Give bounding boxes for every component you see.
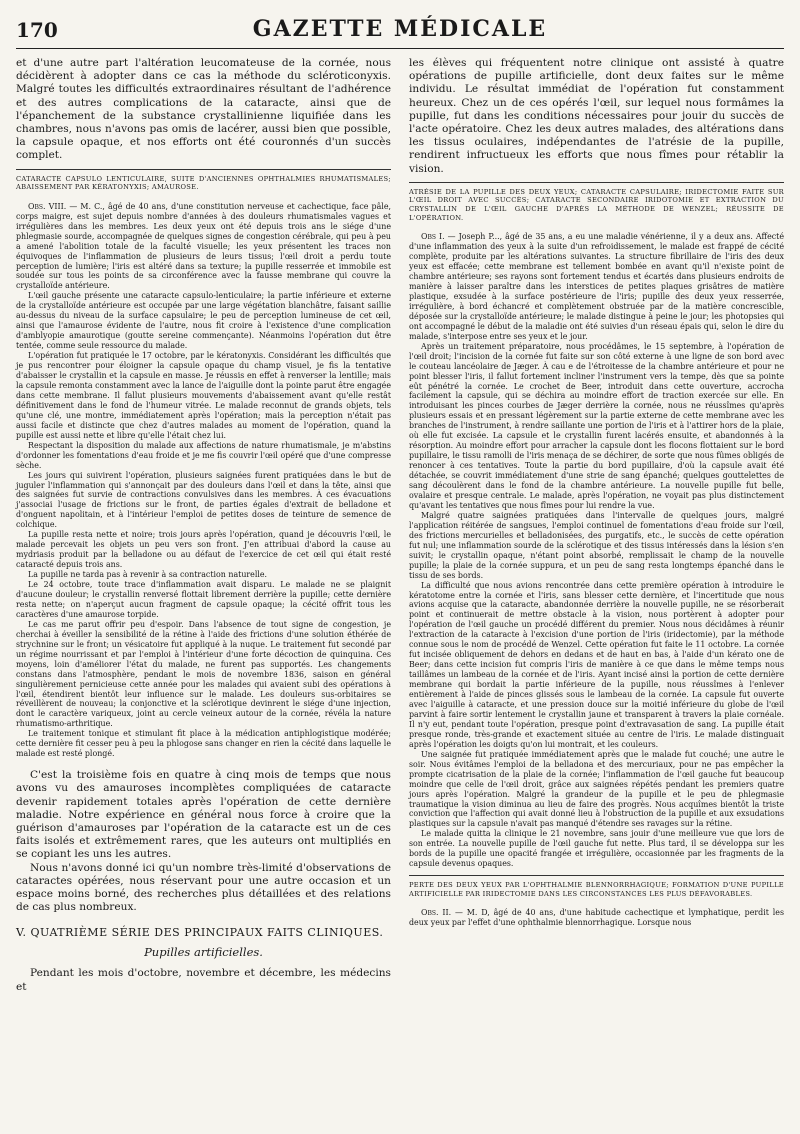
left-paragraph: La pupille resta nette et noire; trois jours après l'opération, quand je découvris l'œil, le malade percevait les objets un peu vers son front. J'en attribuai d'abord la cause au mydriasis produit par la belladone ou au défaut de l'exercice de cet œil qui était resté cataracté depuis trois ans. <box>16 530 391 570</box>
observation-2-paragraph <box>409 908 784 928</box>
left-paragraph: Le cas me parut offrir peu d'espoir. Dans l'absence de tout signe de congestion, je cherchai à éveiller la sensibilité de la rétine à l'aide des frictions d'une solution éthérée de strychnine sur le front; un vésicatoire fut appliqué à la nuque. Le traitement fut secondé par un régime nourrissant et par l'emploi à l'intérieur d'une forte décoction de quinquina. Ces moyens, loin d'améliorer l'état du malade, ne furent pas supportés. Les changements constans dans l'atmosphère, pendant le mois de novembre 1836, saison en général singulièrement pernicieuse cette année pour les malades qui avaient subi des opérations à l'œil, étendirent bientôt leur influence sur le malade. Les douleurs sus-orbitaires se réveillèrent de nouveau; la conjonctive et la sclérotique devinrent le siége d'une injection, dont le caractère variqueux, joint au cercle veineux autour de la cornée, révéla la nature rhumatismo-arthritique. <box>16 619 391 729</box>
observation-8-paragraph <box>16 202 391 292</box>
right-paragraph: Une saignée fut pratiquée immédiatement après que le malade fut couché; une autre le soir. Nous évitâmes l'emploi de la belladona et des mercuriaux, pour ne pas empêcher la prompte cicatrisation de la plaie de la cornée; l'inflammation de l'œil gauche fut beaucoup moindre que celle de l'œil droit, grâce aux saignées répétés pendant les premiers quatre jours après l'opération. Malgré la grandeur de la pupille et le peu de phlegmasie traumatique la vision diminua au lieu de faire des progrès. Nous acquîmes bientôt la triste conviction que l'affection qui avait donné lieu à l'obstruction de la pupille et aux exsudations plastiques sur la capsule n'avait pas manqué d'étendre ses ravages sur la rétine. <box>409 749 784 829</box>
left-intro-paragraph: et d'une autre part l'altération leucomateuse de la cornée, nous décidèrent à adopter dans ce cas la méthode du scléroticonyxis. Malgré toutes les difficultés extraordinaires résultant de l'adhérence et des autres complications de la cataracte, ainsi que de l'épanchement de la substance crystallinienne liquifiée dans les chambres, nous n'avons pas omis de lacérer, aussi bien que possible, la capsule opaque, et nos efforts ont été couronnés d'un succès complet. <box>16 57 391 162</box>
right-case-caption-2: PERTE DES DEUX YEUX PAR L'OPHTHALMIE BLENNORRHAGIQUE; FORMATION D'UNE PUPILLE ARTIFICIELLE PAR IRIDECTOMIE DANS LES CIRCONSTANCES LES PLUS DÉFAVORABLES. <box>409 875 784 903</box>
left-paragraph: L'opération fut pratiquée le 17 octobre, par le kératonyxis. Considérant les difficultés que je pus rencontrer pour éloigner la capsule opaque du champ visuel, je fis la tentative d'abaisser le crystallin et la capsule en masse. Je réussis en effet à renverser la lentille; mais la capsule remonta constamment avec la lance de l'aiguille dont la pointe parut être engagée dans cette membrane. Il fallut plusieurs mouvements d'abaissement avant qu'elle restât définitivement dans le fond de l'humeur vitrée. Le malade reconnut de grands objets, tels qu'une clé, une montre, immédiatement après l'opération; mais la perception n'était pas aussi facile et distincte que chez d'autres malades au moment de l'opération, quand la pupille est aussi nette et libre qu'elle l'était chez lui. <box>16 351 391 440</box>
observation-2-text: — M. D, âgé de 40 ans, d'une habitude cachectique et lymphatique, perdit les deux yeux par l'effet d'une ophthalmie blennorrhagique. Lorsque nous <box>409 908 784 928</box>
left-paragraph: Le traitement tonique et stimulant fit place à la médication antiphlogistique modérée; cette dernière fit cesser peu à peu la phlogose sans changer en rien la cécité dans laquelle le malade est resté plongé. <box>16 729 391 759</box>
right-column <box>409 57 784 994</box>
observation-1-label: Obs I. <box>421 232 445 242</box>
section-subtitle: Pupilles artificielles. <box>144 945 263 960</box>
right-paragraph: Le malade quitta la clinique le 21 novembre, sans jouir d'une meilleure vue que lors de son entrée. La nouvelle pupille de l'œil gauche fut nette. Plus tard, il se développa sur les bords de la pupille une opacité frangée et irrégulière, occasionnée par les fragments de la capsule devenus opaques. <box>409 829 784 869</box>
left-closing-paragraph: Pendant les mois d'octobre, novembre et décembre, les médecins et <box>16 967 391 993</box>
observation-2-label: Obs. II. <box>421 908 452 918</box>
page-header <box>16 14 784 49</box>
observation-8-text: — M. C., âgé de 40 ans, d'une constitution nerveuse et cachectique, face pâle, corps maigre, est sujet depuis nombre d'années à des douleurs rhumatismales vagues et irrégulières dans les membres. Les deux yeux ont été depuis trois ans le siége d'une phlegmasie sourde, accompagnée de quelques signes de congestion cérébrale, qui peu à peu a amené l'abolition totale de la faculté visuelle; les yeux présentent les traces non équivoques de l'inflammation de plusieurs de leurs tissus; l'œil droit a perdu toute perception de lumière; l'iris est altéré dans sa texture; la pupille resserrée et immobile est soudée sur tous les points de sa circonférence avec la fausse membrane qui couvre la crystalloïde antérieure. <box>16 201 392 291</box>
observation-1-paragraph <box>409 232 784 341</box>
right-paragraph: La difficulté que nous avions rencontrée dans cette première opération à introduire le kératotome entre la cornée et l'iris, sans blesser cette dernière, et l'incertitude que nous avions acquise que la cataracte, abandonnée derrière la nouvelle pupille, ne se résorberait point et continuerait de mettre obstacle à la vision, nous portèrent à adopter pour l'opération de l'œil gauche un procédé différent du premier. Nous nous décidâmes à réunir l'extraction de la cataracte à l'excision d'une portion de l'iris (iridectomie), par la méthode connue sous le nom de procédé de Wenzel. Cette opération fut faite le 11 octobre. La cornée fut incisée obliquement de dehors en dedans et de haut en bas, à l'aide d'un kérato one de Beer; dans cette incision fut compris l'iris de manière à ce que dans le même temps nous taillâmes un lambeau de la cornée et de l'iris. Ayant incisé ainsi la portion de cette dernière membrane qui bordait la partie inférieure de la pupille, nous réussîmes à l'enlever entièrement à l'aide de pinces glissés sous le lambeau de la cornée. La capsule fut ouverte avec l'aiguille à cataracte, et une pression douce sur la moitié inférieure du globe de l'œil parvint à faire sortir lentement le crystallin jaune et transparent à travers la plaie cornéale. Il n'y eut, pendant toute l'opération, presque point d'extravasation de sang. La pupille était presque ronde, très-grande et exactement située au centre de l'iris. Le malade distinguait après l'opération les doigts qu'on lui montrait, et les couleurs. <box>409 580 784 749</box>
left-paragraph: Respectant la disposition du malade aux affections de nature rhumatismale, je m'abstins d'ordonner les fomentations d'eau froide et je me fis couvrir l'œil opéré que d'une compresse sèche. <box>16 440 391 470</box>
left-column <box>16 57 391 994</box>
right-paragraph: Après un traitement préparatoire, nous procédâmes, le 15 septembre, à l'opération de l'œil droit; l'incision de la cornée fut faite sur son côté externe à une ligne de son bord avec le couteau lancéolaire de Jæger. À cau e de l'étroitesse de la chambre antérieure et pour ne point blesser l'iris, il fallut fortement incliner l'instrument vers la tempe, dès que sa pointe eût pénétré la cornée. Le crochet de Beer, introduit dans cette ouverture, accrocha facilement la capsule, qui se déchira au moindre effort de traction exercée sur elle. En introduisant les pinces courbes de Jæger derrière la cornée, nous ne réussîmes qu'après plusieurs essais et en pressant légèrement sur la partie externe de cette membrane avec les branches de l'instrument, à rendre saillante une portion de l'iris et à l'attirer hors de la plaie, où elle fut excisée. La capsule et le crystallin furent lacérés ensuite, et abandonnés à la résorption. Au moindre effort pour arracher la capsule dont les flocons flottaient sur le bord pupillaire, le tissu ramolli de l'iris menaça de se déchirer, de sorte que nous fûmes obligés de renoncer à ces tentatives. Toute la partie du bord pupillaire, d'où la capsule avait été détachée, se couvrit immédiatement d'une strie de sang épanché; quelques gouttelettes de sang découlèrent dans le fond de la chambre antérieure. La nouvelle pupille fut belle, ovalaire et presque centrale. Le malade, après l'opération, ne voyait pas plus distinctement qu'avant les tentatives que nous fîmes pour lui rendre la vue. <box>409 341 784 510</box>
text-columns <box>16 57 784 994</box>
journal-title: GAZETTE MÉDICALE <box>252 16 548 42</box>
right-case-caption: ATRÉSIE DE LA PUPILLE DES DEUX YEUX; CATARACTE CAPSULAIRE; IRIDECTOMIE FAITE SUR L'ŒIL DROIT AVEC SUCCÈS; CATARACTE SECONDAIRE IRIDOTOMIE ET EXTRACTION DU CRYSTALLIN DE L'ŒIL GAUCHE D'APRÈS LA MÉTHODE DE WENZEL; RÉUSSITE DE L'OPÉRATION. <box>409 182 784 227</box>
left-large-paragraph: Nous n'avons donné ici qu'un nombre très-limité d'observations de cataractes opérées, nous réservant pour une autre occasion et un espace moins borné, des recherches plus détaillées et des relations de cas plus nombreux. <box>16 861 391 914</box>
left-paragraph: L'œil gauche présente une cataracte capsulo-lenticulaire; la partie inférieure et externe de la crystalloïde antérieure est occupée par une large végétation blanchâtre, faisant saillie au-dessus du niveau de la surface capsulaire; le peu de perception lumineuse de cet œil, ainsi que l'amaurose évidente de l'autre, nous fit croire à l'existence d'une complication d'amblyopie amaurotique (goutte sereine commençante). Néanmoins l'opération dut être tentée, comme seule ressource du malade. <box>16 291 391 351</box>
section-title: V. QUATRIÈME SÉRIE DES PRINCIPAUX FAITS CLINIQUES. <box>16 926 384 940</box>
right-intro-paragraph: les élèves qui fréquentent notre clinique ont assisté à quatre opérations de pupille artificielle, dont deux faites sur le même individu. Le résultat immédiat de l'opération fut constamment heureux. Chez un de ces opérés l'œil, sur lequel nous formâmes la pupille, fut dans les conditions nécessaires pour jouir du succès de l'acte opératoire. Chez les deux autres malades, des altérations dans les tissus oculaires, indépendantes de l'atrésie de la pupille, rendirent infructueux les efforts que nous fîmes pour rétablir la vision. <box>409 57 784 175</box>
left-paragraph: Le 24 octobre, toute trace d'inflammation avait disparu. Le malade ne se plaignit d'aucune douleur; le crystallin renversé flottait librement derrière la pupille; cette dernière resta nette; on n'aperçut aucun fragment de capsule opaque; la cécité offrit tous les caractères d'une amaurose torpide. <box>16 580 391 619</box>
left-paragraph: Les jours qui suivirent l'opération, plusieurs saignées furent pratiquées dans le but de juguler l'inflammation qui s'annonçait par des douleurs dans l'œil et dans la tête, ainsi que des saignées fut survie de contractions convulsives dans les membres. À ces évacuations j'associai l'usage de frictions sur le front, de parties égales d'extrait de belladone et d'onguent napolitain, et à l'intérieur l'emploi de petites doses de teinture de semence de colchique. <box>16 470 391 530</box>
left-case-caption: CATARACTE CAPSULO LENTICULAIRE, SUITE D'ANCIENNES OPHTHALMIES RHUMATISMALES; ABAISSEMENT PAR KÉRATONYXIS; AMAUROSE. <box>16 169 391 197</box>
left-large-paragraph: C'est la troisième fois en quatre à cinq mois de temps que nous avons vu des amauroses incomplètes compliquées de cataracte devenir rapidement totales après l'opération de cette dernière maladie. Notre expérience en général nous force à croire que la guérison d'amauroses par l'opération de la cataracte est un de ces faits isolés et extrêmement rares, que les auteurs ont multipliés en se copiant les uns les autres. <box>16 769 391 861</box>
page-number: 170 <box>16 18 58 42</box>
observation-8-label: Obs. VIII. <box>28 201 67 211</box>
right-paragraph: Malgré quatre saignées pratiquées dans l'intervalle de quelques jours, malgré l'application réitérée de sangsues, l'emploi continuel de fomentations d'eau froide sur l'œil, des frictions mercurielles et belladonisées, des purgatifs, etc., le succès de cette opération fut nul; une inflammation sourde de la sclérotique et des tissus intéressés dans la lésion s'en suivit; le crystallin opaque, n'étant point absorbé, remplissait le champ de la nouvelle pupille; la plaie de la cornée suppura, et un peu de sang resta longtemps épanché dans le tissu de ses bords. <box>409 510 784 580</box>
left-paragraph: La pupille ne tarda pas à revenir à sa contraction naturelle. <box>28 570 268 580</box>
observation-1-text: — Joseph P..., âgé de 35 ans, a eu une maladie vénérienne, il y a deux ans. Affecté d'une inflammation des yeux à la suite d'un refroidissement, le malade est frappé de cécité complète, produite par les altérations suivantes. La structure fibrillaire de l'iris des deux yeux est effacée; cette membrane est tellement bombée en avant qu'il n'existe point de chambre antérieure; ses rayons sont fortement tendus et écartés dans plusieurs endroits de manière à laisser paraître dans les interstices de petites plaques grisâtres de matière plastique, exsudée à la surface postérieure de l'iris; pupille des deux yeux resserrée, irrégulière, à bord échancré et complètement obstruée par de la matière concrescible, déposée sur la crystalloïde antérieure; le malade distingue à peine le jour; les photopsies qui ont accompagné le début de la maladie ont été suivies d'un réseau épais qui, selon le dire du malade, s'interpose entre ses yeux et le jour. <box>409 232 784 341</box>
